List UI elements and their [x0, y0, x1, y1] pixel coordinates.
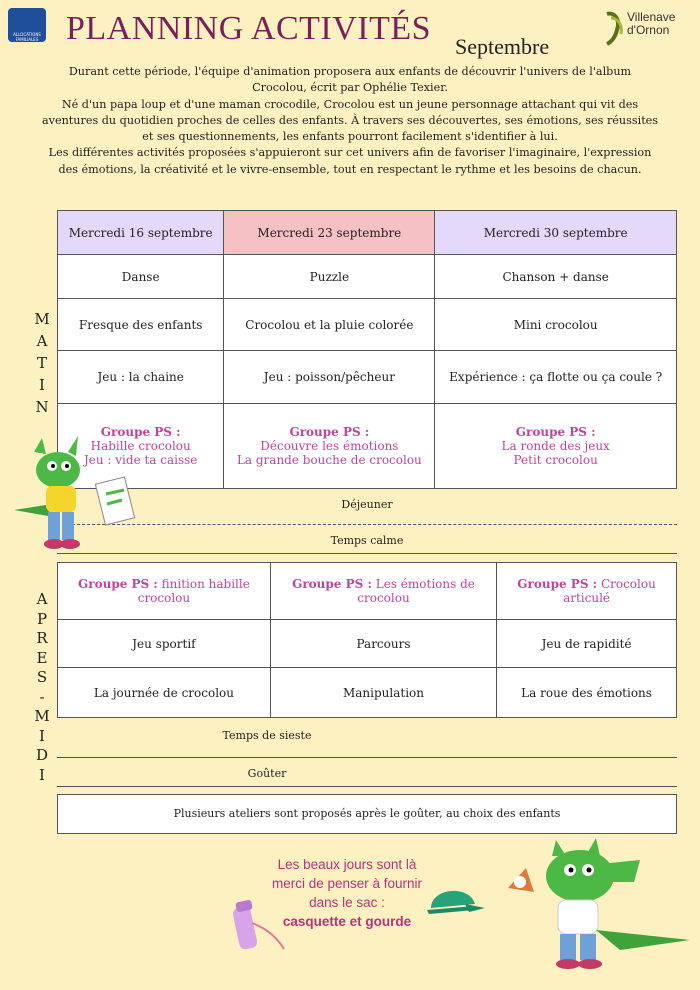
logo-line1: Villenave	[627, 10, 676, 24]
intro-paragraph-1: Durant cette période, l'équipe d'animation proposera aux enfants de découvrir l'univers de l'album Crocolou, écrit par Ophélie Texier.	[68, 65, 632, 95]
ps-activity: Jeu : vide ta caisse	[83, 453, 198, 467]
intro-paragraph-3: Les différentes activités proposées s'appuieront sur cet univers afin de favoriser l'imaginaire, l'expression des émotions, la créativité et le vivre-ensemble, tout en respectant le rythme et les besoins de chacun.	[48, 146, 652, 176]
ps-label: Groupe PS :	[515, 425, 596, 439]
note-line-3: dans le sac :	[309, 895, 385, 910]
ps-activity: La ronde des jeux	[501, 439, 610, 453]
ps-activity: Petit crocolou	[513, 453, 598, 467]
intro-text	[40, 64, 660, 178]
day-header-1: Mercredi 16 septembre	[58, 211, 224, 255]
crocodile-character-icon	[12, 432, 137, 557]
day-header-3: Mercredi 30 septembre	[435, 211, 677, 255]
table-cell: Chanson + danse	[435, 255, 677, 299]
ps-activity: La grande bouche de crocolou	[236, 453, 422, 467]
apres-midi-table	[57, 562, 677, 718]
cap-icon	[425, 878, 487, 920]
ps-activity: Crocolou articulé	[563, 577, 656, 605]
matin-table	[57, 210, 677, 489]
month-label: Septembre	[455, 34, 550, 59]
logo-line2: d'Ornon	[627, 23, 670, 37]
page-title: PLANNING ACTIVITÉS	[66, 10, 432, 47]
table-cell: Puzzle	[224, 255, 435, 299]
water-bottle-icon	[228, 895, 288, 955]
table-cell: Danse	[58, 255, 224, 299]
villenave-leaf-icon	[603, 8, 629, 48]
divider	[57, 757, 677, 758]
matin-side-label: M A T I N	[34, 310, 50, 416]
table-cell: Parcours	[270, 620, 496, 668]
pm-ps-cell-3	[497, 563, 677, 620]
footer-note-box: Plusieurs ateliers sont proposés après le goûter, au choix des enfants	[57, 794, 677, 834]
intro-paragraph-2: Né d'un papa loup et d'une maman crocodile, Crocolou est un jeune personnage attachant qui vit des aventures du quotidien proches de celles des enfants. À travers ses découvertes, ses émotions, ses réussites et ses questionnements, les enfants pourront facilement s'identifier à lui.	[41, 97, 659, 144]
ps-activity: Découvre les émotions	[260, 439, 399, 453]
table-cell: Fresque des enfants	[58, 299, 224, 351]
ps-cell-3	[435, 404, 677, 489]
table-cell: La journée de crocolou	[58, 668, 271, 718]
table-cell: Jeu sportif	[58, 620, 271, 668]
table-cell: Jeu : poisson/pêcheur	[224, 351, 435, 404]
note-line-1: Les beaux jours sont là	[277, 857, 417, 872]
table-cell: Manipulation	[270, 668, 496, 718]
crocodile-character-icon	[500, 838, 695, 973]
temps-sieste-label: Temps de sieste	[222, 729, 312, 742]
ps-activity: Habille crocolou	[90, 439, 191, 453]
day-header-2: Mercredi 23 septembre	[224, 211, 435, 255]
ps-activity: Les émotions de crocolou	[357, 577, 475, 605]
table-cell: Expérience : ça flotte ou ça coule ?	[435, 351, 677, 404]
villenave-logo	[603, 8, 695, 48]
gouter-label: Goûter	[247, 767, 287, 780]
ps-label: Groupe PS :	[517, 577, 598, 591]
table-cell: Mini crocolou	[435, 299, 677, 351]
divider	[57, 524, 677, 525]
ps-label: Groupe PS :	[78, 577, 158, 591]
note-bold: casquette et gourde	[282, 914, 412, 929]
note-line-2: merci de penser à fournir	[271, 876, 423, 891]
divider	[57, 786, 677, 787]
pm-ps-cell-2	[270, 563, 496, 620]
ps-cell-2	[224, 404, 435, 489]
ps-label: Groupe PS :	[292, 577, 372, 591]
ps-label: Groupe PS :	[100, 425, 181, 439]
apres-midi-side-label: A P R E S - M I D I	[34, 590, 50, 784]
table-cell: Crocolou et la pluie colorée	[224, 299, 435, 351]
temps-calme-label: Temps calme	[330, 534, 404, 547]
dejeuner-label: Déjeuner	[341, 498, 393, 511]
ps-label: Groupe PS :	[289, 425, 370, 439]
divider	[57, 553, 677, 554]
table-cell: Jeu : la chaine	[58, 351, 224, 404]
ps-activity: finition habille crocolou	[137, 577, 250, 605]
table-cell: Jeu de rapidité	[497, 620, 677, 668]
caf-logo: ALLOCATIONS FAMILIALES	[8, 8, 46, 42]
table-cell: La roue des émotions	[497, 668, 677, 718]
pm-ps-cell-1	[58, 563, 271, 620]
